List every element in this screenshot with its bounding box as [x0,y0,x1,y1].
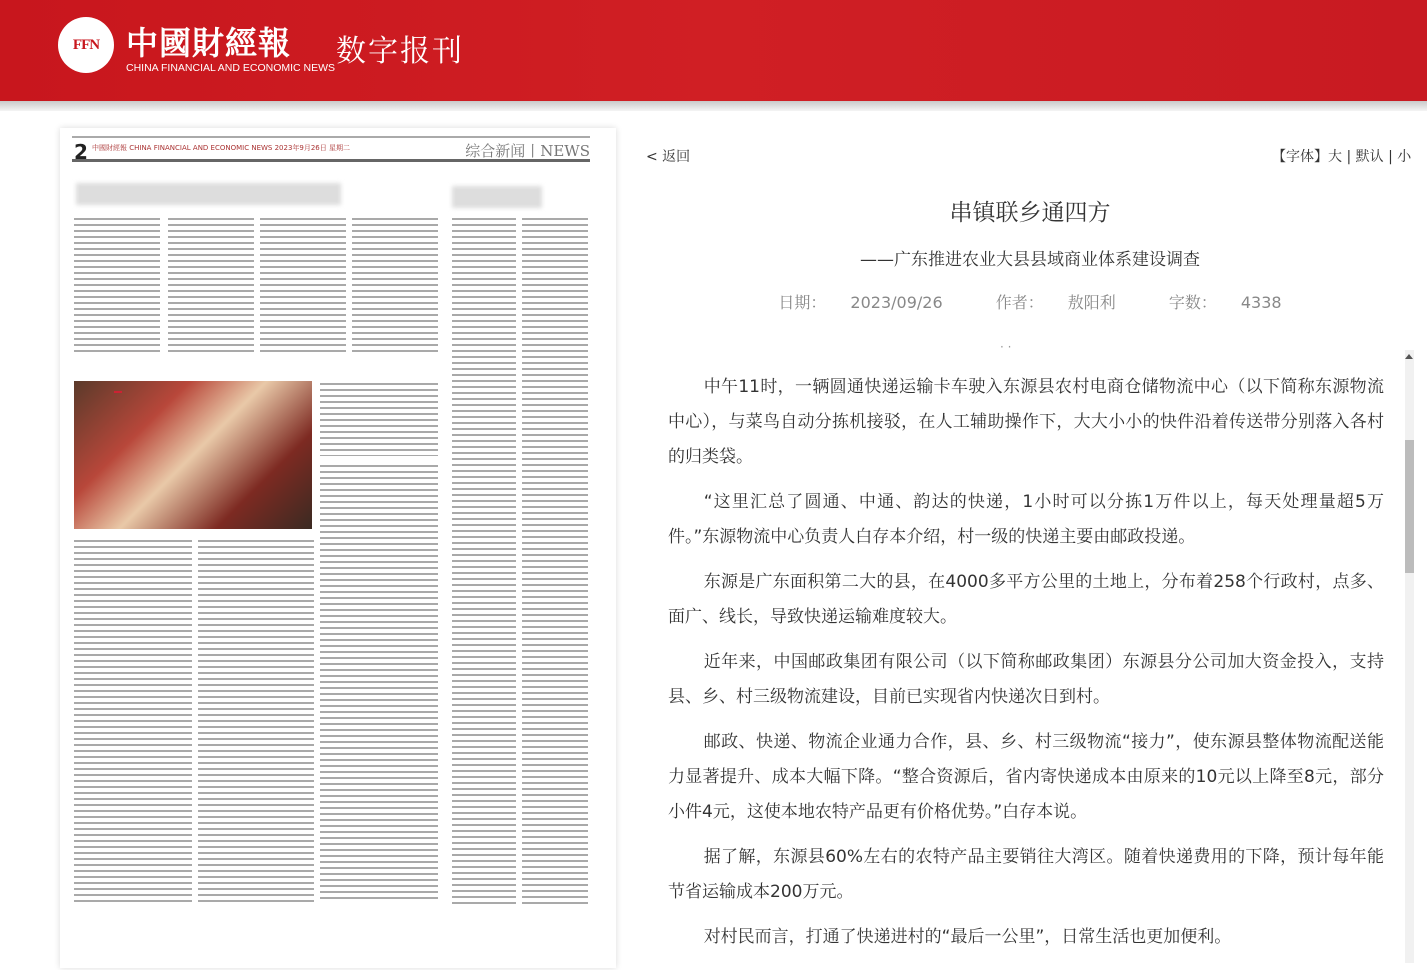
article-column [74,216,160,356]
article-subtitle: ——广东推进农业大县县域商业体系建设调查 [860,250,1200,270]
separator: | [1383,149,1398,165]
article-column [320,381,438,456]
article-column [522,216,588,906]
article-paragraph: “这里汇总了圆通、中通、韵达的快递，1小时可以分拣1万件以上，每天处理量超5万件。”东源物流中心负责人白存本介绍，村一级的快递主要由邮政投递。 [668,492,1384,547]
photo-sign [114,391,122,393]
font-label: 【字体】 [1272,149,1328,165]
date-label: 日期： [778,293,827,312]
logo-mark: FFN [72,36,100,53]
newspaper-page-image[interactable] [60,128,616,968]
news-photo [74,381,312,529]
article-column [74,538,192,903]
article-paragraph: 对村民而言，打通了快递进村的“最后一公里”，日常生活也更加便利。 [703,927,1232,947]
article-body [668,370,1384,970]
article-paragraph: 邮政、快递、物流企业通力合作，县、乡、村三级物流“接力”，使东源县整体物流配送能力显著提升、成本大幅下降。“整合资源后，省内寄快递成本由原来的10元以上降至8元，部分小件4元，这使本地农特产品更有价格优势。”白存本说。 [668,732,1384,822]
newspaper-page-header [72,136,590,162]
separator-dots: · · [1000,340,1012,354]
article-date: 2023/09/26 [850,293,943,312]
logo-chinese-name[interactable]: 中國財經報 [126,24,292,62]
article-paragraph: 据了解，东源县60%左右的农特产品主要销往大湾区。随着快递费用的下降，预计每年能节省运输成本200万元。 [668,847,1384,902]
scroll-up-arrow-icon[interactable] [1405,354,1413,359]
article-column [260,216,346,356]
font-large-button[interactable]: 大 [1328,149,1342,165]
article-column [198,538,314,903]
article-column [320,463,438,903]
page-number: 2 [74,140,88,164]
article-column [168,216,254,356]
article-meta [640,290,1420,313]
page-section: 综合新闻丨NEWS [465,142,590,160]
site-header [0,0,1427,101]
article-paragraph: 近年来，中国邮政集团有限公司（以下简称邮政集团）东源县分公司加大资金投入，支持县、乡、村三级物流建设，目前已实现省内快递次日到村。 [668,652,1384,707]
article-title: 串镇联乡通四方 [949,200,1111,226]
author-label: 作者： [995,293,1044,312]
article-column [352,216,438,356]
article-scrollbar[interactable] [1405,350,1414,963]
logo-icon[interactable] [58,17,114,73]
word-count-label: 字数： [1168,293,1217,312]
scrollbar-thumb[interactable] [1405,440,1414,573]
font-size-controls [1272,146,1411,166]
article-author: 敖阳利 [1067,293,1116,312]
product-name: 数字报刊 [336,34,464,69]
blurred-headline [76,183,341,205]
separator: | [1342,149,1356,165]
back-link[interactable]: < 返回 [646,149,691,165]
font-default-button[interactable]: 默认 [1355,149,1384,165]
article-column [452,216,516,906]
article-paragraph: 东源是广东面积第二大的县，在4000多平方公里的土地上，分布着258个行政村，点多、面广、线长，导致快递运输难度较大。 [668,572,1384,627]
header-divider [0,101,1427,111]
font-small-button[interactable]: 小 [1397,149,1412,165]
logo-english-name: CHINA FINANCIAL AND ECONOMIC NEWS [126,62,336,74]
page-masthead: 中國財經報 CHINA FINANCIAL AND ECONOMIC NEWS 2023年9月26日 星期二 [92,144,350,152]
article-paragraph: 中午11时，一辆圆通快递运输卡车驶入东源县农村电商仓储物流中心（以下简称东源物流中心），与菜鸟自动分拣机接驳，在人工辅助操作下，大大小小的快件沿着传送带分别落入各村的归类袋。 [668,377,1384,467]
word-count: 4338 [1240,293,1282,312]
blurred-headline [452,186,542,208]
